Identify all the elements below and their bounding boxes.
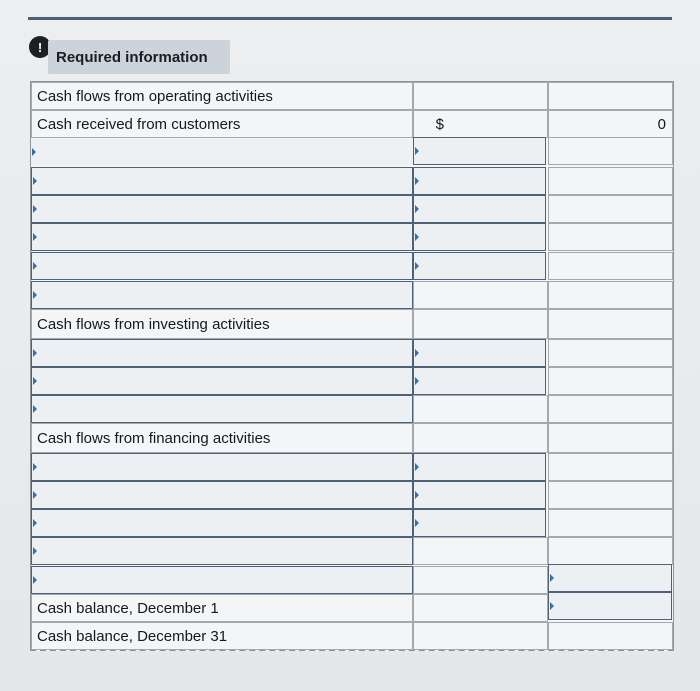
investing-item-input-1[interactable] (31, 339, 413, 367)
operating-item-input-2[interactable] (31, 167, 413, 195)
required-information-banner[interactable]: Required information (48, 40, 230, 74)
balance-end-label: Cash balance, December 31 (31, 622, 413, 650)
financing-item-input-2[interactable] (31, 481, 413, 509)
total-cell-blank (548, 167, 673, 195)
balance-begin-input[interactable] (548, 592, 672, 620)
total-cell-blank (548, 195, 673, 223)
operating-amount-input-1[interactable] (413, 137, 546, 165)
amount-cell-blank (413, 309, 548, 339)
total-cell-blank (548, 367, 673, 395)
operating-amount-input-3[interactable] (413, 195, 546, 223)
operating-item-input-5[interactable] (31, 252, 413, 280)
total-cell-blank (548, 252, 673, 280)
amount-cell-blank (413, 622, 548, 650)
investing-item-input-3[interactable] (31, 395, 413, 423)
investing-item-input-2[interactable] (31, 367, 413, 395)
amount-cell-blank (413, 281, 548, 309)
total-cell-blank (548, 223, 673, 251)
total-cell-blank (548, 339, 673, 367)
net-change-total-input[interactable] (548, 564, 672, 592)
total-cell-blank (548, 453, 673, 481)
investing-amount-input-1[interactable] (413, 339, 546, 367)
financing-item-input-4[interactable] (31, 537, 413, 565)
operating-total-cell (548, 281, 673, 309)
financing-amount-input-2[interactable] (413, 481, 546, 509)
financing-amount-input-1[interactable] (413, 453, 546, 481)
cash-received-value: 0 (548, 110, 673, 138)
amount-cell-blank (413, 594, 548, 622)
amount-cell-blank (413, 566, 548, 594)
amount-cell-blank (413, 82, 548, 110)
financing-item-input-1[interactable] (31, 453, 413, 481)
investing-heading: Cash flows from investing activities (31, 309, 413, 339)
cash-received-label: Cash received from customers (31, 110, 413, 138)
top-divider (28, 17, 672, 20)
financing-total-cell (548, 537, 673, 565)
total-cell-blank (548, 82, 673, 110)
balance-begin-label: Cash balance, December 1 (31, 594, 413, 622)
total-cell-blank (548, 481, 673, 509)
total-cell-blank (548, 309, 673, 339)
amount-cell-blank (413, 423, 548, 453)
operating-amount-input-2[interactable] (413, 167, 546, 195)
info-icon: ! (29, 36, 51, 58)
currency-symbol: $ (413, 110, 548, 138)
total-cell-blank (548, 137, 673, 165)
operating-item-input-6[interactable] (31, 281, 413, 309)
net-change-label-input[interactable] (31, 566, 413, 594)
operating-item-input-1[interactable] (31, 139, 413, 165)
balance-end-total-cell (548, 622, 673, 650)
investing-amount-input-2[interactable] (413, 367, 546, 395)
investing-total-cell (548, 395, 673, 423)
financing-item-input-3[interactable] (31, 509, 413, 537)
operating-item-input-4[interactable] (31, 223, 413, 251)
amount-cell-blank (413, 395, 548, 423)
financing-heading: Cash flows from financing activities (31, 423, 413, 453)
operating-amount-input-4[interactable] (413, 223, 546, 251)
operating-heading: Cash flows from operating activities (31, 82, 413, 110)
total-cell-blank (548, 423, 673, 453)
amount-cell-blank (413, 537, 548, 565)
total-cell-blank (548, 509, 673, 537)
operating-item-input-3[interactable] (31, 195, 413, 223)
financing-amount-input-3[interactable] (413, 509, 546, 537)
operating-amount-input-5[interactable] (413, 252, 546, 280)
